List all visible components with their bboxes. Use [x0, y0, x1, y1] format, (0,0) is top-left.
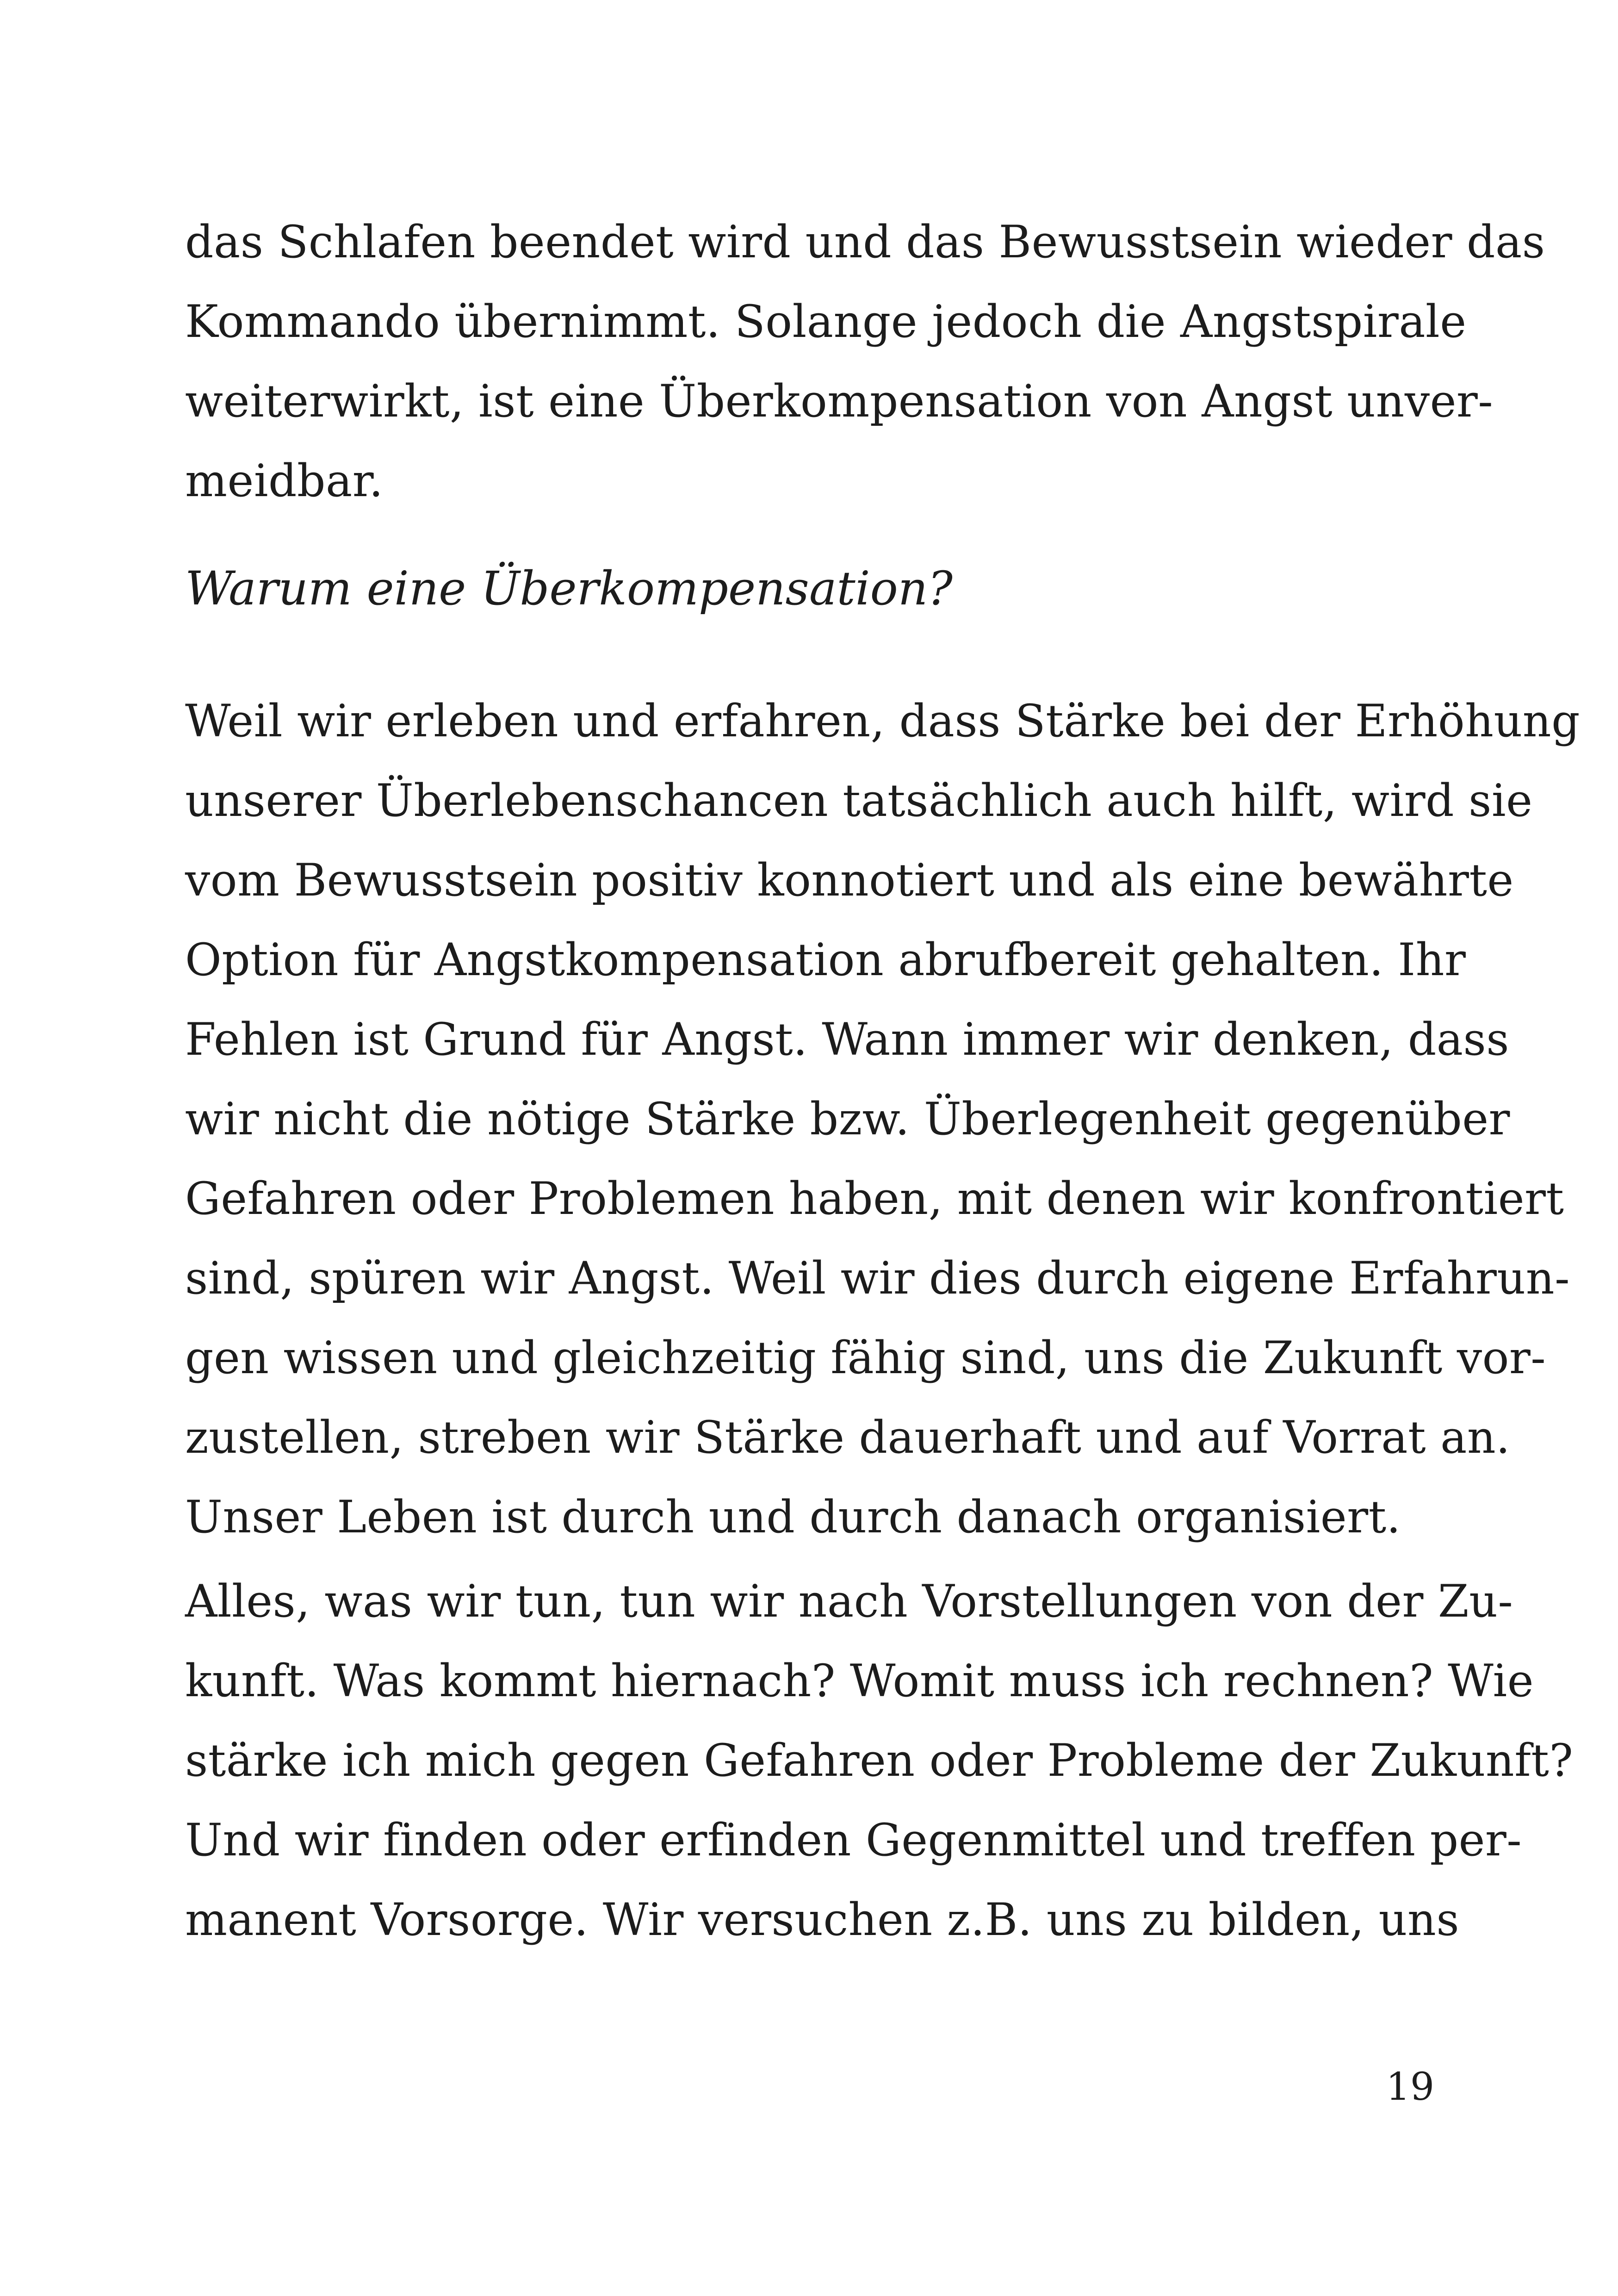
paragraph-line: Kommando übernimmt. Solange jedoch die Angstspirale: [185, 296, 1467, 348]
paragraph-line: Gefahren oder Problemen haben, mit denen wir konfrontiert: [185, 1173, 1564, 1225]
paragraph-line: gen wissen und gleichzeitig fähig sind, uns die Zukunft vor-: [185, 1332, 1546, 1384]
paragraph-line: Fehlen ist Grund für Angst. Wann immer wir denken, dass: [185, 1014, 1510, 1065]
paragraph-line: Und wir finden oder erfinden Gegenmittel und treffen per-: [185, 1814, 1522, 1866]
page-number: 19: [1386, 2065, 1434, 2109]
paragraph-line: stärke ich mich gegen Gefahren oder Probleme der Zukunft?: [185, 1735, 1574, 1786]
section-heading: Warum eine Überkompensation?: [185, 561, 953, 616]
paragraph-line: kunft. Was kommt hiernach? Womit muss ich rechnen? Wie: [185, 1655, 1534, 1707]
paragraph-line: Unser Leben ist durch und durch danach organisiert.: [185, 1491, 1401, 1543]
paragraph-line: manent Vorsorge. Wir versuchen z.B. uns zu bilden, uns: [185, 1894, 1460, 1946]
paragraph-line: Weil wir erleben und erfahren, dass Stärke bei der Erhöhung: [185, 695, 1581, 747]
paragraph-1: [185, 202, 1545, 521]
paragraph-line: Option für Angstkompensation abrufbereit gehalten. Ihr: [185, 934, 1466, 986]
paragraph-line: unserer Überlebenschancen tatsächlich auch hilft, wird sie: [185, 775, 1533, 827]
paragraph-line: zustellen, streben wir Stärke dauerhaft und auf Vorrat an.: [185, 1412, 1511, 1463]
paragraph-line: das Schlafen beendet wird und das Bewusstsein wieder das: [185, 216, 1545, 268]
paragraph-2: [185, 681, 1581, 1557]
paragraph-line: vom Bewusstsein positiv konnotiert und als eine bewährte: [185, 854, 1514, 906]
paragraph-line: Alles, was wir tun, tun wir nach Vorstellungen von der Zu-: [185, 1575, 1513, 1627]
paragraph-line: weiterwirkt, ist eine Überkompensation von Angst unver-: [185, 375, 1494, 427]
paragraph-3: [185, 1562, 1574, 1960]
paragraph-line: sind, spüren wir Angst. Weil wir dies durch eigene Erfahrun-: [185, 1252, 1570, 1304]
paragraph-line: meidbar.: [185, 455, 384, 507]
paragraph-line: wir nicht die nötige Stärke bzw. Überlegenheit gegenüber: [185, 1093, 1510, 1145]
